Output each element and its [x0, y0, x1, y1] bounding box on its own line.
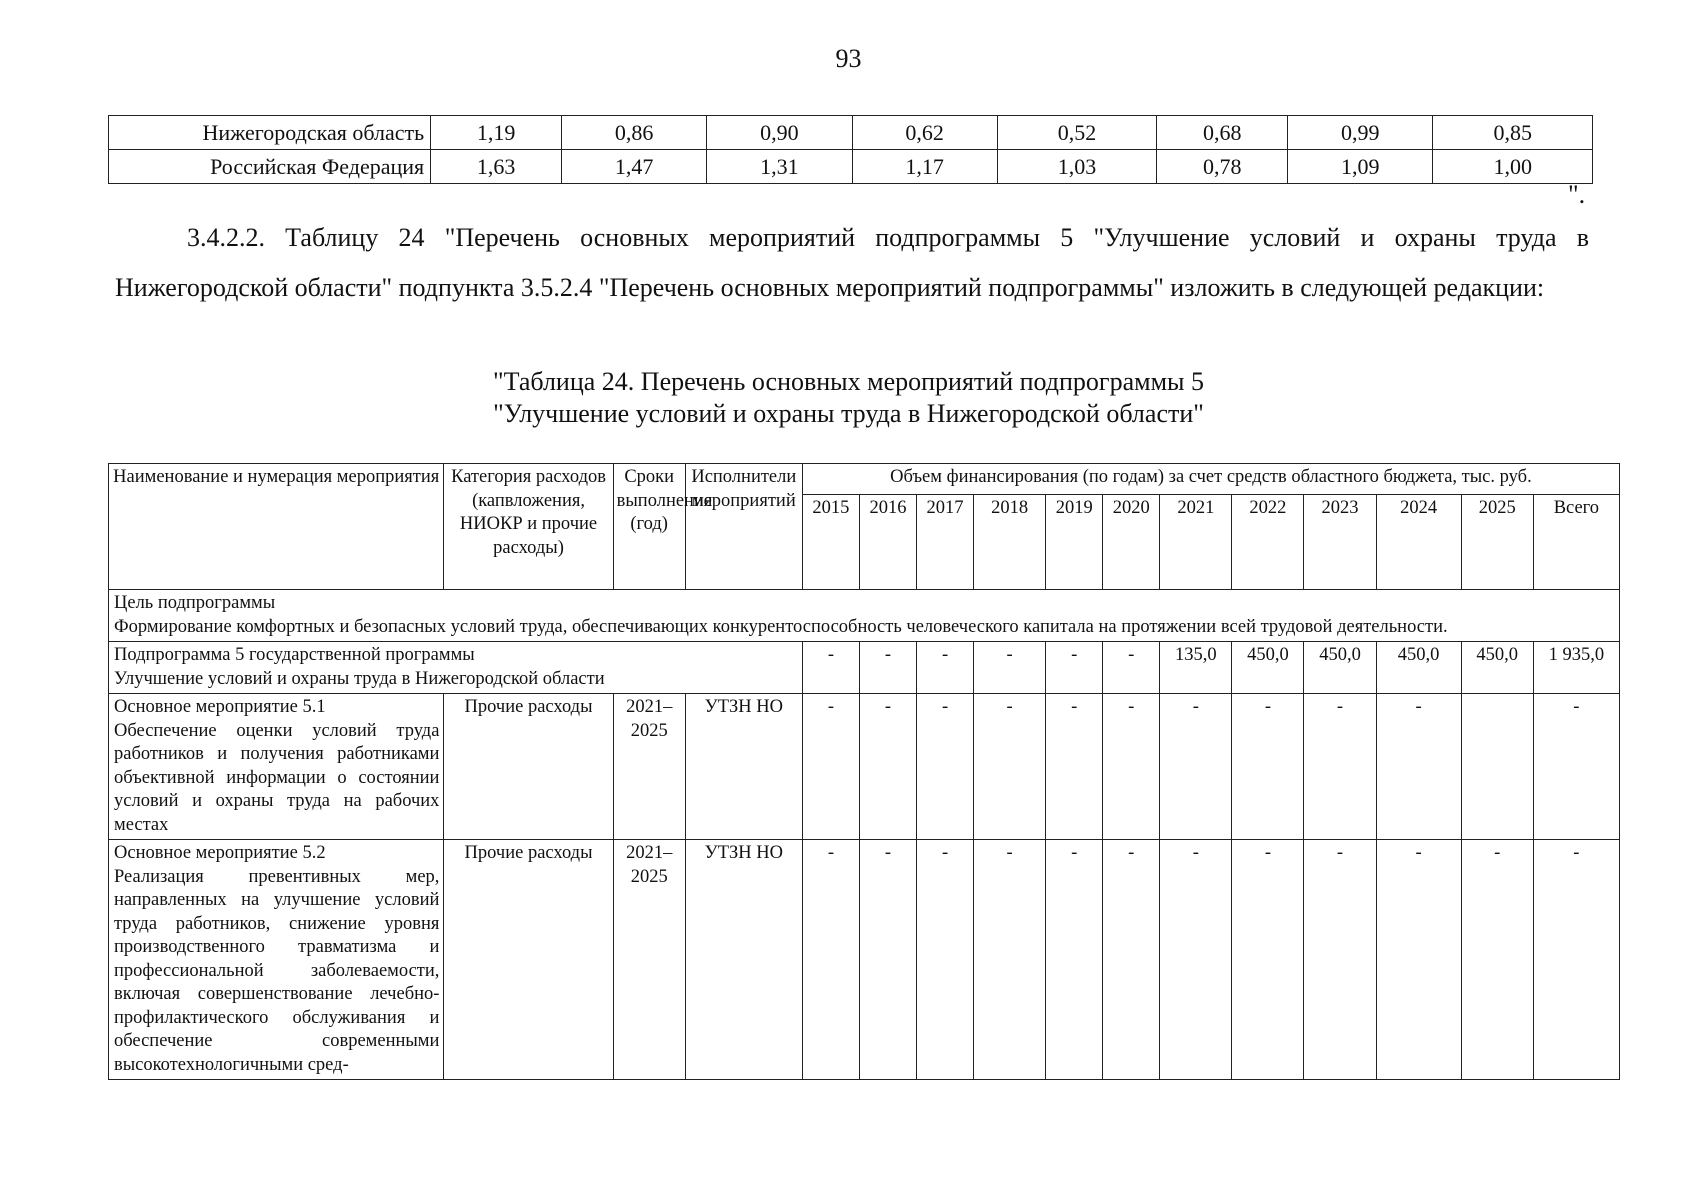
activity-name	[109, 840, 444, 1080]
indicator-value: 1,17	[852, 150, 997, 184]
financing-value: -	[802, 694, 859, 840]
financing-value: -	[859, 642, 916, 694]
indicator-value: 1,47	[562, 150, 707, 184]
activity-title: Основное мероприятие 5.1	[114, 697, 326, 717]
goal-text: Формирование комфортных и безопасных условий труда, обеспечивающих конкурентоспособность человеческого капитала на протяжении всей трудовой деятельности.	[114, 616, 1448, 637]
financing-value: -	[974, 642, 1046, 694]
financing-value: -	[1103, 694, 1160, 840]
header-year: 2018	[974, 495, 1046, 590]
table-caption-line2: "Улучшение условий и охраны труда в Нижегородской области"	[493, 399, 1204, 428]
subprogram-line1: Подпрограмма 5 государственной программы	[114, 645, 475, 665]
activity-row	[109, 840, 1620, 1080]
financing-value: -	[859, 840, 916, 1080]
closing-quote: ".	[1568, 180, 1586, 209]
page-number: 93	[835, 44, 862, 73]
header-year: 2023	[1304, 495, 1376, 590]
activity-text: Обеспечение оценки условий труда работников и получения работниками объективной информации о состоянии условий и охраны труда на рабочих местах	[114, 720, 440, 835]
subprogram-name	[109, 642, 803, 694]
financing-value: 450,0	[1232, 642, 1304, 694]
header-year: 2020	[1103, 495, 1160, 590]
header-category: Категория расходов (капвложения, НИОКР и прочие расходы)	[444, 464, 613, 590]
indicator-value: 0,86	[562, 116, 707, 150]
activity-title: Основное мероприятие 5.2	[114, 843, 326, 863]
activity-terms: 2021–2025	[613, 840, 685, 1080]
subprogram-row	[109, 642, 1620, 694]
table-caption-line1: "Таблица 24. Перечень основных мероприятий подпрограммы 5	[492, 367, 1205, 396]
header-executors: Исполнители мероприятий	[685, 464, 802, 590]
header-year: 2021	[1160, 495, 1232, 590]
financing-value: -	[1232, 840, 1304, 1080]
goal-cell	[109, 590, 1620, 642]
table-row	[109, 150, 1593, 184]
indicator-value: 0,90	[707, 116, 852, 150]
financing-value: -	[1376, 840, 1461, 1080]
table-header-row	[109, 464, 1620, 495]
table-caption	[0, 366, 1697, 430]
header-year: 2019	[1046, 495, 1103, 590]
indicator-value: 1,03	[997, 150, 1157, 184]
indicator-value: 0,99	[1288, 116, 1433, 150]
activity-text: Реализация превентивных мер, направленных на улучшение условий труда работников, снижение уровня производственного травматизма и профессиональной заболеваемости, включая совершенствование лечебно-профилактического обслуживания и обеспечение современными высокотехнологичными сред-	[114, 866, 440, 1075]
indicator-value: 1,09	[1288, 150, 1433, 184]
indicator-value: 0,68	[1157, 116, 1288, 150]
financing-value: -	[1461, 840, 1533, 1080]
financing-value: -	[1304, 694, 1376, 840]
table-row	[109, 116, 1593, 150]
financing-value: -	[1304, 840, 1376, 1080]
header-year: 2022	[1232, 495, 1304, 590]
financing-value: -	[1232, 694, 1304, 840]
financing-value: -	[802, 642, 859, 694]
financing-value: -	[1160, 840, 1232, 1080]
header-year: 2017	[917, 495, 974, 590]
header-year: 2025	[1461, 495, 1533, 590]
activity-executor: УТЗН НО	[685, 694, 802, 840]
financing-value: -	[859, 694, 916, 840]
activity-category: Прочие расходы	[444, 694, 613, 840]
activity-category: Прочие расходы	[444, 840, 613, 1080]
indicator-value: 0,62	[852, 116, 997, 150]
activity-executor: УТЗН НО	[685, 840, 802, 1080]
indicator-table-continuation	[108, 115, 1593, 184]
financing-total: -	[1533, 694, 1619, 840]
financing-value: -	[974, 694, 1046, 840]
amendment-paragraph: 3.4.2.2. Таблицу 24 "Перечень основных мероприятий подпрограммы 5 "Улучшение условий и охраны труда в Нижегородской области" подпункта 3.5.2.4 "Перечень основных мероприятий подпрограммы" изложить в следующей редакции:	[115, 223, 1589, 302]
region-name: Российская Федерация	[109, 150, 431, 184]
indicator-value: 1,31	[707, 150, 852, 184]
activity-row	[109, 694, 1620, 840]
financing-value: -	[1046, 840, 1103, 1080]
header-total: Всего	[1533, 495, 1619, 590]
financing-value: -	[917, 840, 974, 1080]
indicator-value: 0,78	[1157, 150, 1288, 184]
header-terms: Сроки выполнения (год)	[613, 464, 685, 590]
activity-terms: 2021–2025	[613, 694, 685, 840]
indicator-value: 1,63	[431, 150, 562, 184]
financing-value: -	[1046, 642, 1103, 694]
financing-value: -	[1103, 840, 1160, 1080]
header-year: 2015	[802, 495, 859, 590]
financing-value: -	[917, 694, 974, 840]
goal-row	[109, 590, 1620, 642]
financing-total: -	[1533, 840, 1619, 1080]
indicator-value: 0,52	[997, 116, 1157, 150]
financing-value: -	[1103, 642, 1160, 694]
activities-table	[108, 463, 1620, 1080]
indicator-value: 1,19	[431, 116, 562, 150]
financing-total: 1 935,0	[1533, 642, 1619, 694]
activity-name	[109, 694, 444, 840]
financing-value: -	[1046, 694, 1103, 840]
financing-value: -	[1160, 694, 1232, 840]
header-name: Наименование и нумерация мероприятия	[109, 464, 444, 590]
header-year: 2024	[1376, 495, 1461, 590]
indicator-value: 1,00	[1433, 150, 1593, 184]
financing-value: 135,0	[1160, 642, 1232, 694]
financing-value	[1461, 694, 1533, 840]
region-name: Нижегородская область	[109, 116, 431, 150]
header-financing: Объем финансирования (по годам) за счет средств областного бюджета, тыс. руб.	[802, 464, 1619, 495]
financing-value: 450,0	[1376, 642, 1461, 694]
financing-value: 450,0	[1461, 642, 1533, 694]
header-year: 2016	[859, 495, 916, 590]
financing-value: 450,0	[1304, 642, 1376, 694]
subprogram-line2: Улучшение условий и охраны труда в Нижегородской области	[114, 668, 605, 689]
financing-value: -	[917, 642, 974, 694]
indicator-value: 0,85	[1433, 116, 1593, 150]
financing-value: -	[802, 840, 859, 1080]
financing-value: -	[1376, 694, 1461, 840]
goal-title: Цель подпрограммы	[114, 593, 276, 613]
financing-value: -	[974, 840, 1046, 1080]
